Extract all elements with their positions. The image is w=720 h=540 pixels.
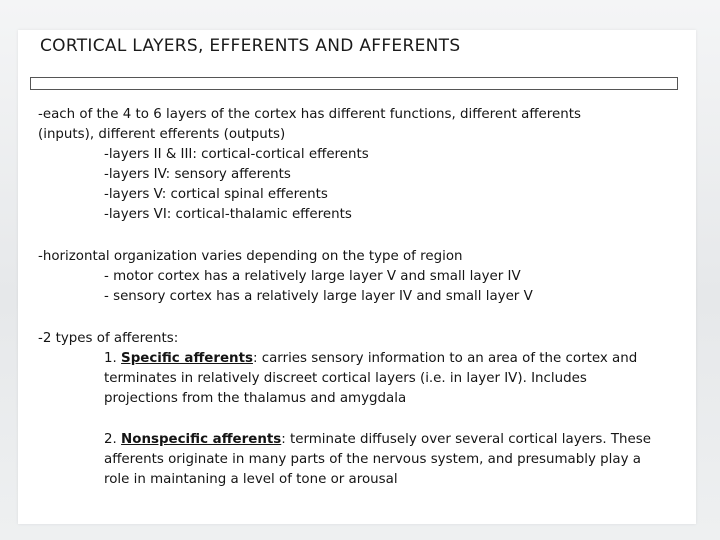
specific-afferents-line-1 <box>104 350 637 368</box>
motor-cortex-item: - motor cortex has a relatively large layer V and small layer IV <box>104 269 521 284</box>
slide-title: CORTICAL LAYERS, EFFERENTS AND AFFERENTS <box>40 36 461 56</box>
layer-item-4: -layers IV: sensory afferents <box>104 167 291 182</box>
layer-item-2-3: -layers II & III: cortical-cortical efferents <box>104 147 369 162</box>
specific-afferents-text: : carries sensory information to an area of the cortex and <box>252 351 638 366</box>
sensory-cortex-item: - sensory cortex has a relatively large layer IV and small layer V <box>104 289 533 304</box>
intro-line-1: -each of the 4 to 6 layers of the cortex has different functions, different afferents <box>38 107 581 122</box>
slide-page <box>18 30 696 524</box>
nonspecific-afferents-term: Nonspecific afferents <box>121 432 282 447</box>
nonspecific-number: 2. <box>104 432 122 447</box>
specific-afferents-term: Specific afferents <box>121 351 253 366</box>
nonspecific-afferents-line-3: role in maintaning a level of tone or arousal <box>104 472 398 487</box>
nonspecific-afferents-line-1 <box>104 431 651 449</box>
nonspecific-afferents-text: : terminate diffusely over several cortical layers. These <box>281 432 651 447</box>
specific-afferents-line-2: terminates in relatively discreet cortical layers (i.e. in layer IV). Includes <box>104 371 587 386</box>
nonspecific-afferents-line-2: afferents originate in many parts of the nervous system, and presumably play a <box>104 452 641 467</box>
layer-item-6: -layers VI: cortical-thalamic efferents <box>104 207 352 222</box>
afferents-heading: -2 types of afferents: <box>38 331 179 346</box>
specific-number: 1. <box>104 351 122 366</box>
horizontal-heading: -horizontal organization varies depending on the type of region <box>38 249 463 264</box>
intro-line-2: (inputs), different efferents (outputs) <box>38 127 286 142</box>
layer-item-5: -layers V: cortical spinal efferents <box>104 187 328 202</box>
specific-afferents-line-3: projections from the thalamus and amygdala <box>104 391 407 406</box>
title-underline-bar <box>30 77 678 90</box>
